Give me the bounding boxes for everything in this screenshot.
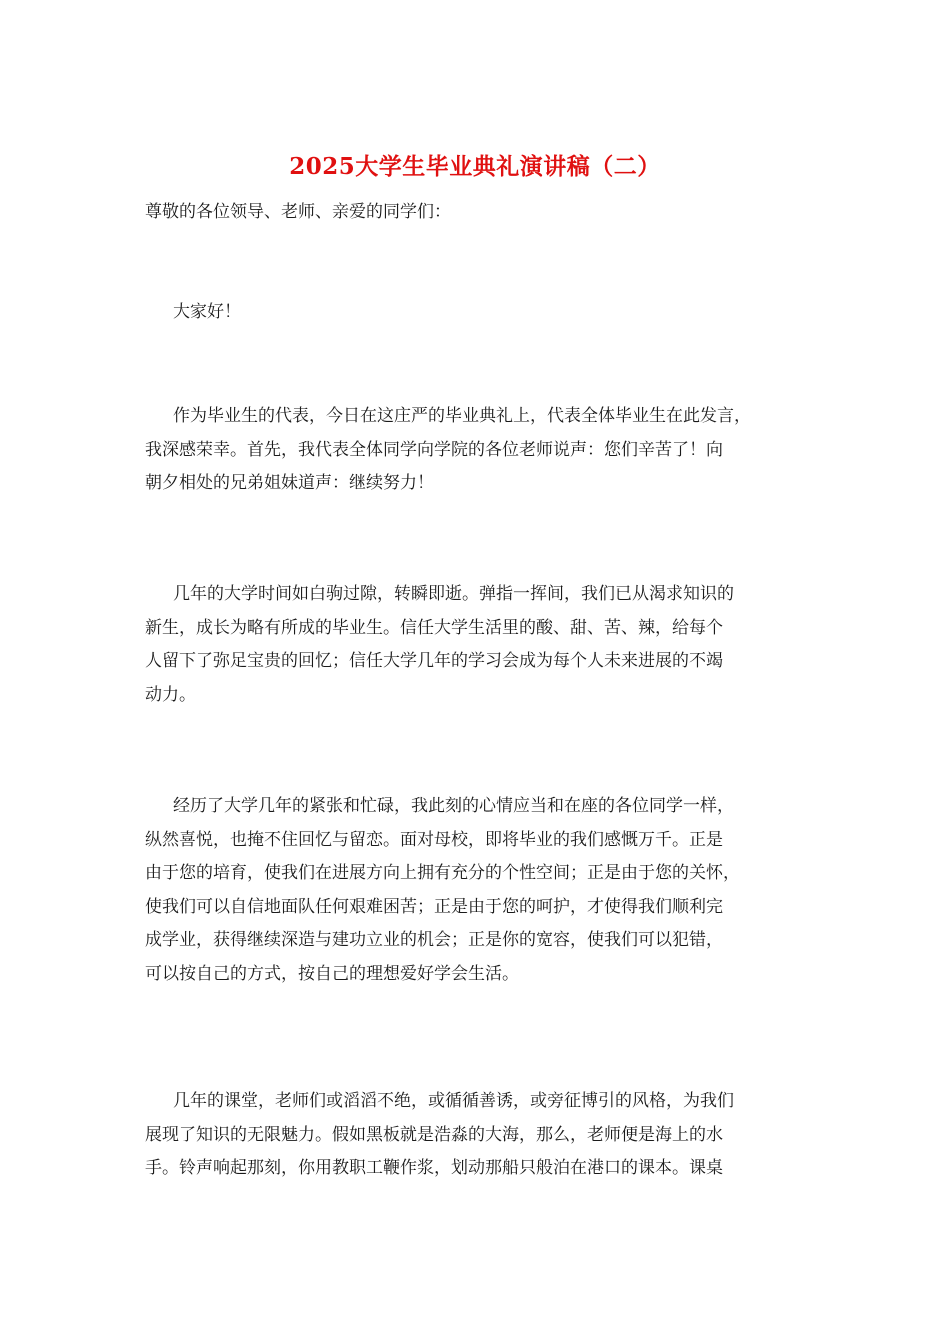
paragraph-line: 使我们可以自信地面队任何艰难困苦；正是由于您的呵护，才使得我们顺利完	[145, 896, 723, 917]
paragraph-line: 经历了大学几年的紧张和忙碌，我此刻的心情应当和在座的各位同学一样，	[173, 796, 734, 816]
document-title: 2025大学生毕业典礼演讲稿（二）	[289, 153, 661, 180]
paragraph-line: 大家好！	[173, 302, 241, 322]
paragraph-representative	[145, 400, 807, 501]
paragraph-line: 手。铃声响起那刻，你用教职工鞭作浆，划动那船只般泊在港口的课本。课桌	[145, 1158, 723, 1179]
paragraph-line: 纵然喜悦，也掩不住回忆与留恋。面对母校，即将毕业的我们感慨万千。正是	[145, 829, 723, 850]
paragraph-line: 成学业，获得继续深造与建功立业的机会；正是你的宽容，使我们可以犯错，	[145, 930, 723, 951]
paragraph-gratitude	[145, 790, 807, 992]
paragraph-line: 动力。	[145, 684, 196, 705]
paragraph-line: 作为毕业生的代表，今日在这庄严的毕业典礼上，代表全体毕业生在此发言，	[173, 406, 751, 426]
paragraph-line: 展现了知识的无限魅力。假如黑板就是浩淼的大海，那么，老师便是海上的水	[145, 1124, 723, 1145]
paragraph-line: 朝夕相处的兄弟姐妹道声：继续努力！	[145, 473, 434, 494]
paragraph-line: 可以按自己的方式，按自己的理想爱好学会生活。	[145, 963, 519, 984]
paragraph-line: 由于您的培育，使我们在进展方向上拥有充分的个性空间；正是由于您的关怀，	[145, 863, 740, 884]
paragraph-classroom	[145, 1085, 807, 1186]
paragraph-greeting	[145, 296, 807, 330]
paragraph-line: 几年的课堂，老师们或滔滔不绝，或循循善诱，或旁征博引的风格，为我们	[173, 1091, 734, 1111]
paragraph-line: 我深感荣幸。首先，我代表全体同学向学院的各位老师说声：您们辛苦了！向	[145, 439, 723, 460]
paragraph-university-years	[145, 578, 807, 712]
paragraph-line: 人留下了弥足宝贵的回忆；信任大学几年的学习会成为每个人未来进展的不竭	[145, 651, 723, 672]
paragraph-line: 几年的大学时间如白驹过隙，转瞬即逝。弹指一挥间，我们已从渴求知识的	[173, 584, 734, 604]
salutation: 尊敬的各位领导、老师、亲爱的同学们：	[145, 202, 451, 222]
paragraph-line: 新生，成长为略有所成的毕业生。信任大学生活里的酸、甜、苦、辣，给每个	[145, 617, 723, 638]
